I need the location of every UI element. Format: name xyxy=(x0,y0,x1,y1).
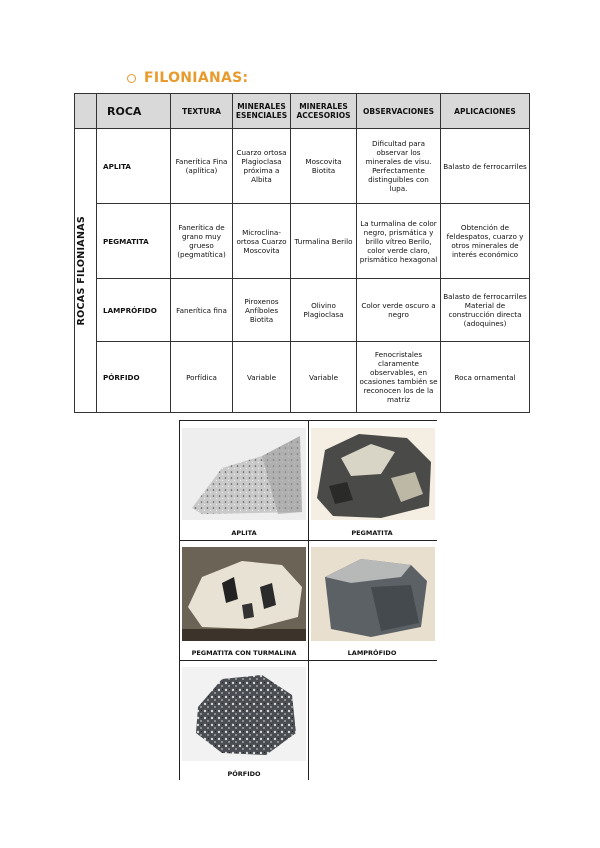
rock-name: LAMPRÓFIDO xyxy=(97,279,171,342)
header-aplicaciones: APLICACIONES xyxy=(441,94,530,129)
grid-line xyxy=(308,420,309,780)
cell-observaciones: Color verde oscuro a negro xyxy=(357,279,441,342)
cell-textura: Porfídica xyxy=(171,342,233,413)
photo-caption: PÓRFIDO xyxy=(227,770,261,778)
header-roca: ROCA xyxy=(97,94,171,129)
table-header-row xyxy=(75,94,530,129)
cell-esenciales: Piroxenos Anfíboles Biotita xyxy=(233,279,291,342)
cell-accesorios: Olivino Plagioclasa xyxy=(291,279,357,342)
cell-esenciales: Variable xyxy=(233,342,291,413)
pegmatita-photo xyxy=(311,428,435,520)
cell-accesorios: Turmalina Berilo xyxy=(291,204,357,279)
rock-name: APLITA xyxy=(97,129,171,204)
pegmatita-turmalina-photo xyxy=(182,547,306,641)
table-row xyxy=(75,342,530,413)
cell-textura: Fanerítica de grano muy grueso (pegmatítica) xyxy=(171,204,233,279)
circle-bullet-icon xyxy=(127,74,136,83)
header-textura: TEXTURA xyxy=(171,94,233,129)
cell-textura: Fanerítica Fina (aplítica) xyxy=(171,129,233,204)
grid-line xyxy=(179,660,437,661)
cell-aplicaciones: Balasto de ferrocarriles Material de construcción directa (adoquines) xyxy=(441,279,530,342)
header-observaciones: OBSERVACIONES xyxy=(357,94,441,129)
table-row xyxy=(75,129,530,204)
cell-accesorios: Moscovita Biotita xyxy=(291,129,357,204)
header-accesorios: MINERALES ACCESORIOS xyxy=(291,94,357,129)
grid-line xyxy=(179,420,437,421)
grid-line xyxy=(179,540,437,541)
rocks-table xyxy=(74,93,530,413)
lamprofido-photo xyxy=(311,547,435,641)
rock-name: PÓRFIDO xyxy=(97,342,171,413)
cell-esenciales: Cuarzo ortosa Plagioclasa próxima a Albita xyxy=(233,129,291,204)
photo-caption: APLITA xyxy=(231,529,257,537)
cell-textura: Fanerítica fina xyxy=(171,279,233,342)
cell-aplicaciones: Obtención de feldespatos, cuarzo y otros minerales de interés económico xyxy=(441,204,530,279)
section-heading xyxy=(127,70,248,86)
header-blank xyxy=(75,94,97,129)
cell-esenciales: Microclina-ortosa Cuarzo Moscovita xyxy=(233,204,291,279)
cell-observaciones: Fenocristales claramente observables, en ocasiones también se reconocen los de la matriz xyxy=(357,342,441,413)
rock-name: PEGMATITA xyxy=(97,204,171,279)
photo-caption: PEGMATITA xyxy=(351,529,393,537)
side-label-cell xyxy=(75,129,97,413)
table-row xyxy=(75,204,530,279)
side-label: ROCAS FILONIANAS xyxy=(76,215,87,326)
cell-observaciones: Dificultad para observar los minerales de visu. Perfectamente distinguibles con lupa. xyxy=(357,129,441,204)
photo-caption: PEGMATITA CON TURMALINA xyxy=(191,649,297,657)
grid-line xyxy=(179,420,180,780)
heading-text: FILONIANAS: xyxy=(144,70,249,86)
cell-aplicaciones: Roca ornamental xyxy=(441,342,530,413)
aplita-photo xyxy=(182,428,306,520)
photo-caption: LAMPRÓFIDO xyxy=(347,649,397,657)
cell-aplicaciones: Balasto de ferrocarriles xyxy=(441,129,530,204)
porfido-photo xyxy=(182,667,306,761)
cell-observaciones: La turmalina de color negro, prismática y brillo vítreo Berilo, color verde claro, prismático hexagonal xyxy=(357,204,441,279)
photo-grid xyxy=(179,420,437,780)
table-row xyxy=(75,279,530,342)
cell-accesorios: Variable xyxy=(291,342,357,413)
header-esenciales: MINERALES ESENCIALES xyxy=(233,94,291,129)
